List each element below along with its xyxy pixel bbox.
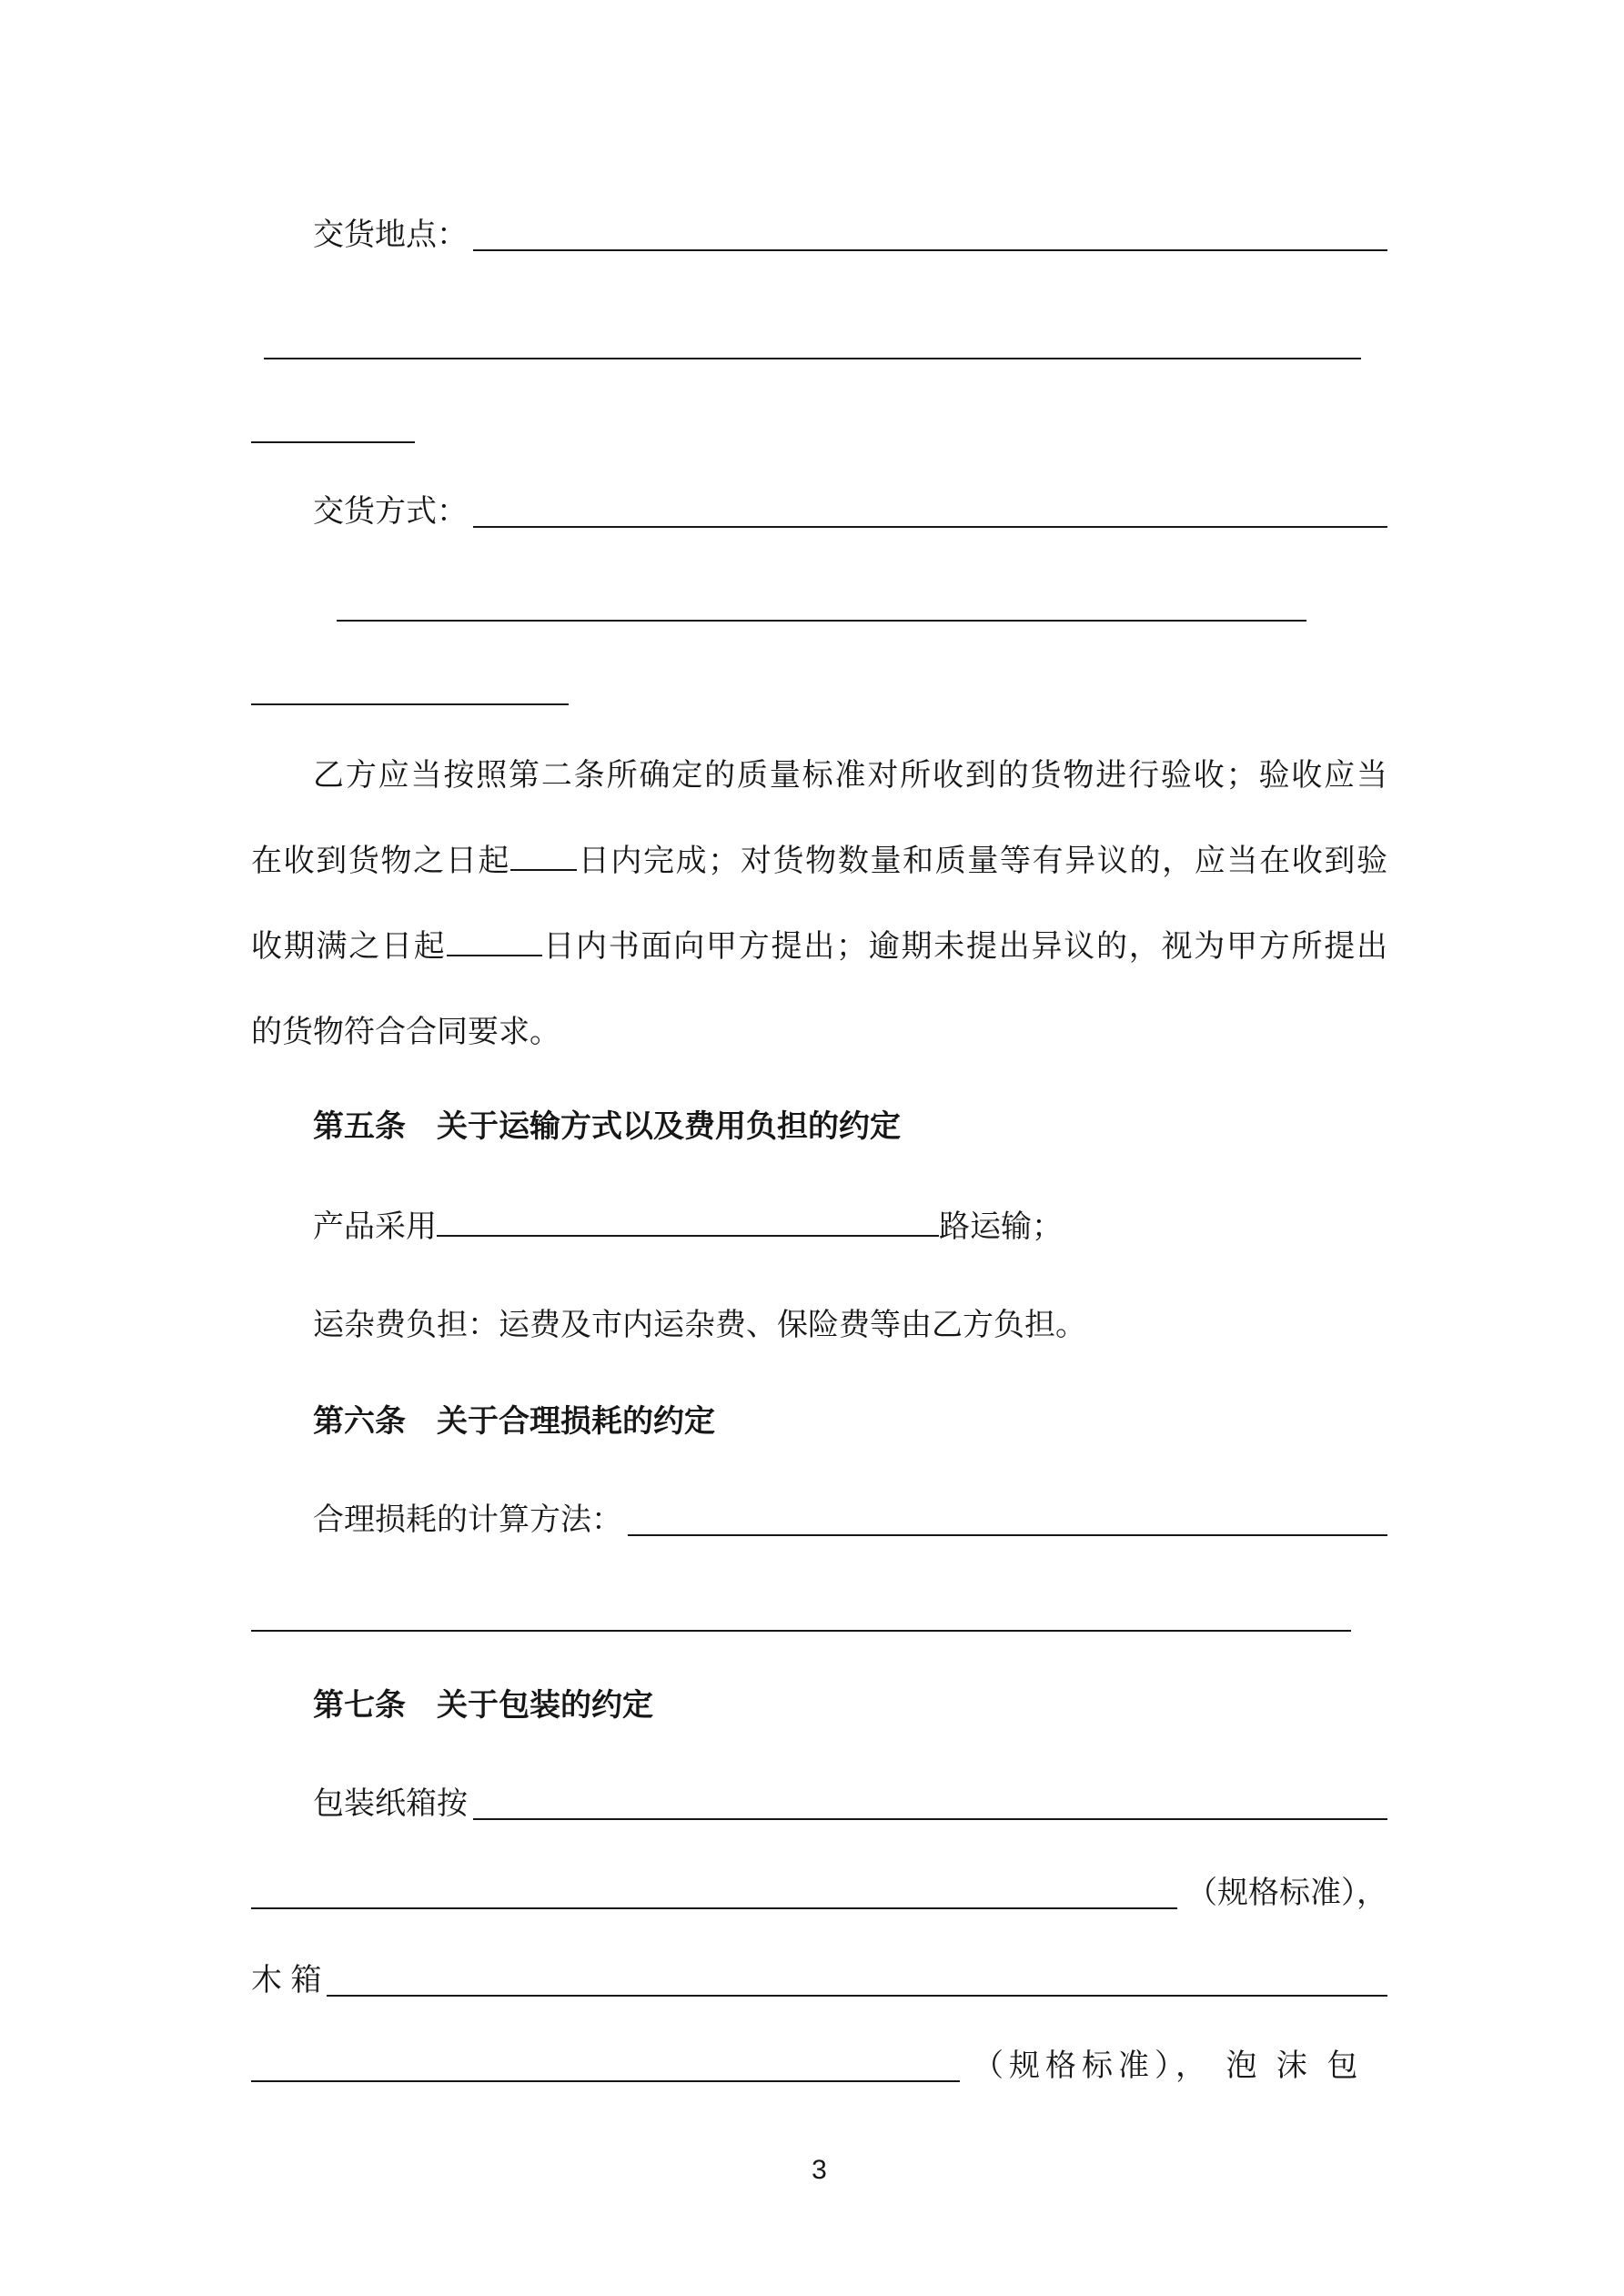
delivery-method-blank-3 [251,669,569,705]
delivery-place-blank-1 [473,214,1387,251]
wooden-box-spec-line [251,2045,1387,2087]
article7-heading [251,1684,1387,1726]
delivery-method-label: 交货方式： [313,494,468,529]
delivery-place-line [251,214,1387,256]
page-content [0,214,1624,2189]
carton-label: 包装纸箱按 [313,1786,468,1821]
transport-line [251,1206,1387,1248]
carton-spec-line [251,1872,1387,1914]
transport-pre-text: 产品采用 [313,1209,437,1244]
inspection-text-3a: 收期满之日起 [251,929,447,964]
wooden-box-spec-label: （规格标准）， 泡 沫 包 [973,2048,1364,2083]
page-number-text: 3 [812,2155,827,2185]
inspection-text-2b: 日内完成；对货物数量和质量等有异议的，应当在收到验 [577,844,1388,878]
inspection-paragraph-line1 [251,754,1387,796]
carton-blank-2 [251,1872,1177,1909]
delivery-place-blank-3 [251,407,415,443]
wooden-box-blank-2 [251,2045,960,2082]
freight-fees-line [251,1304,1387,1346]
loss-method-blank-1 [628,1499,1387,1536]
inspection-paragraph-line2 [251,840,1387,882]
page-number [251,2152,1387,2189]
wooden-box-label: 木 箱 [251,1963,322,1998]
article6-heading [251,1401,1387,1442]
delivery-place-blank-2 [264,323,1361,359]
delivery-method-blank-2 [337,585,1306,622]
inspection-days-blank-1 [510,869,577,871]
loss-method-blank-2 [251,1595,1351,1632]
loss-method-label: 合理损耗的计算方法： [313,1502,622,1537]
delivery-method-line [251,491,1387,532]
inspection-text-1: 乙方应当按照第二条所确定的质量标准对所收到的货物进行验收；验收应当 [313,758,1387,793]
delivery-place-label: 交货地点： [313,217,468,252]
inspection-text-3b: 日内书面向甲方提出；逾期未提出异议的，视为甲方所提出 [541,929,1387,964]
inspection-paragraph-line3 [251,925,1387,967]
freight-fees-text: 运杂费负担：运费及市内运杂费、保险费等由乙方负担。 [313,1308,1086,1342]
wooden-box-line [251,1959,1387,2001]
inspection-text-4: 的货物符合合同要求。 [251,1015,560,1049]
article7-heading-text: 第七条 关于包装的约定 [313,1688,653,1723]
transport-mode-blank [437,1235,939,1237]
inspection-paragraph-line4 [251,1011,1387,1053]
article5-heading [251,1106,1387,1148]
carton-blank-1 [473,1783,1387,1820]
carton-spec-label: （规格标准）， [1186,1876,1387,1910]
wooden-box-blank-1 [327,1959,1387,1997]
loss-method-line [251,1499,1387,1541]
inspection-days-blank-2 [447,955,542,956]
inspection-text-2a: 在收到货物之日起 [251,844,511,878]
carton-line [251,1783,1387,1825]
transport-post-text: 路运输； [939,1209,1063,1244]
article6-heading-text: 第六条 关于合理损耗的约定 [313,1404,715,1439]
article5-heading-text: 第五条 关于运输方式以及费用负担的约定 [313,1109,901,1144]
delivery-method-blank-1 [473,491,1387,528]
